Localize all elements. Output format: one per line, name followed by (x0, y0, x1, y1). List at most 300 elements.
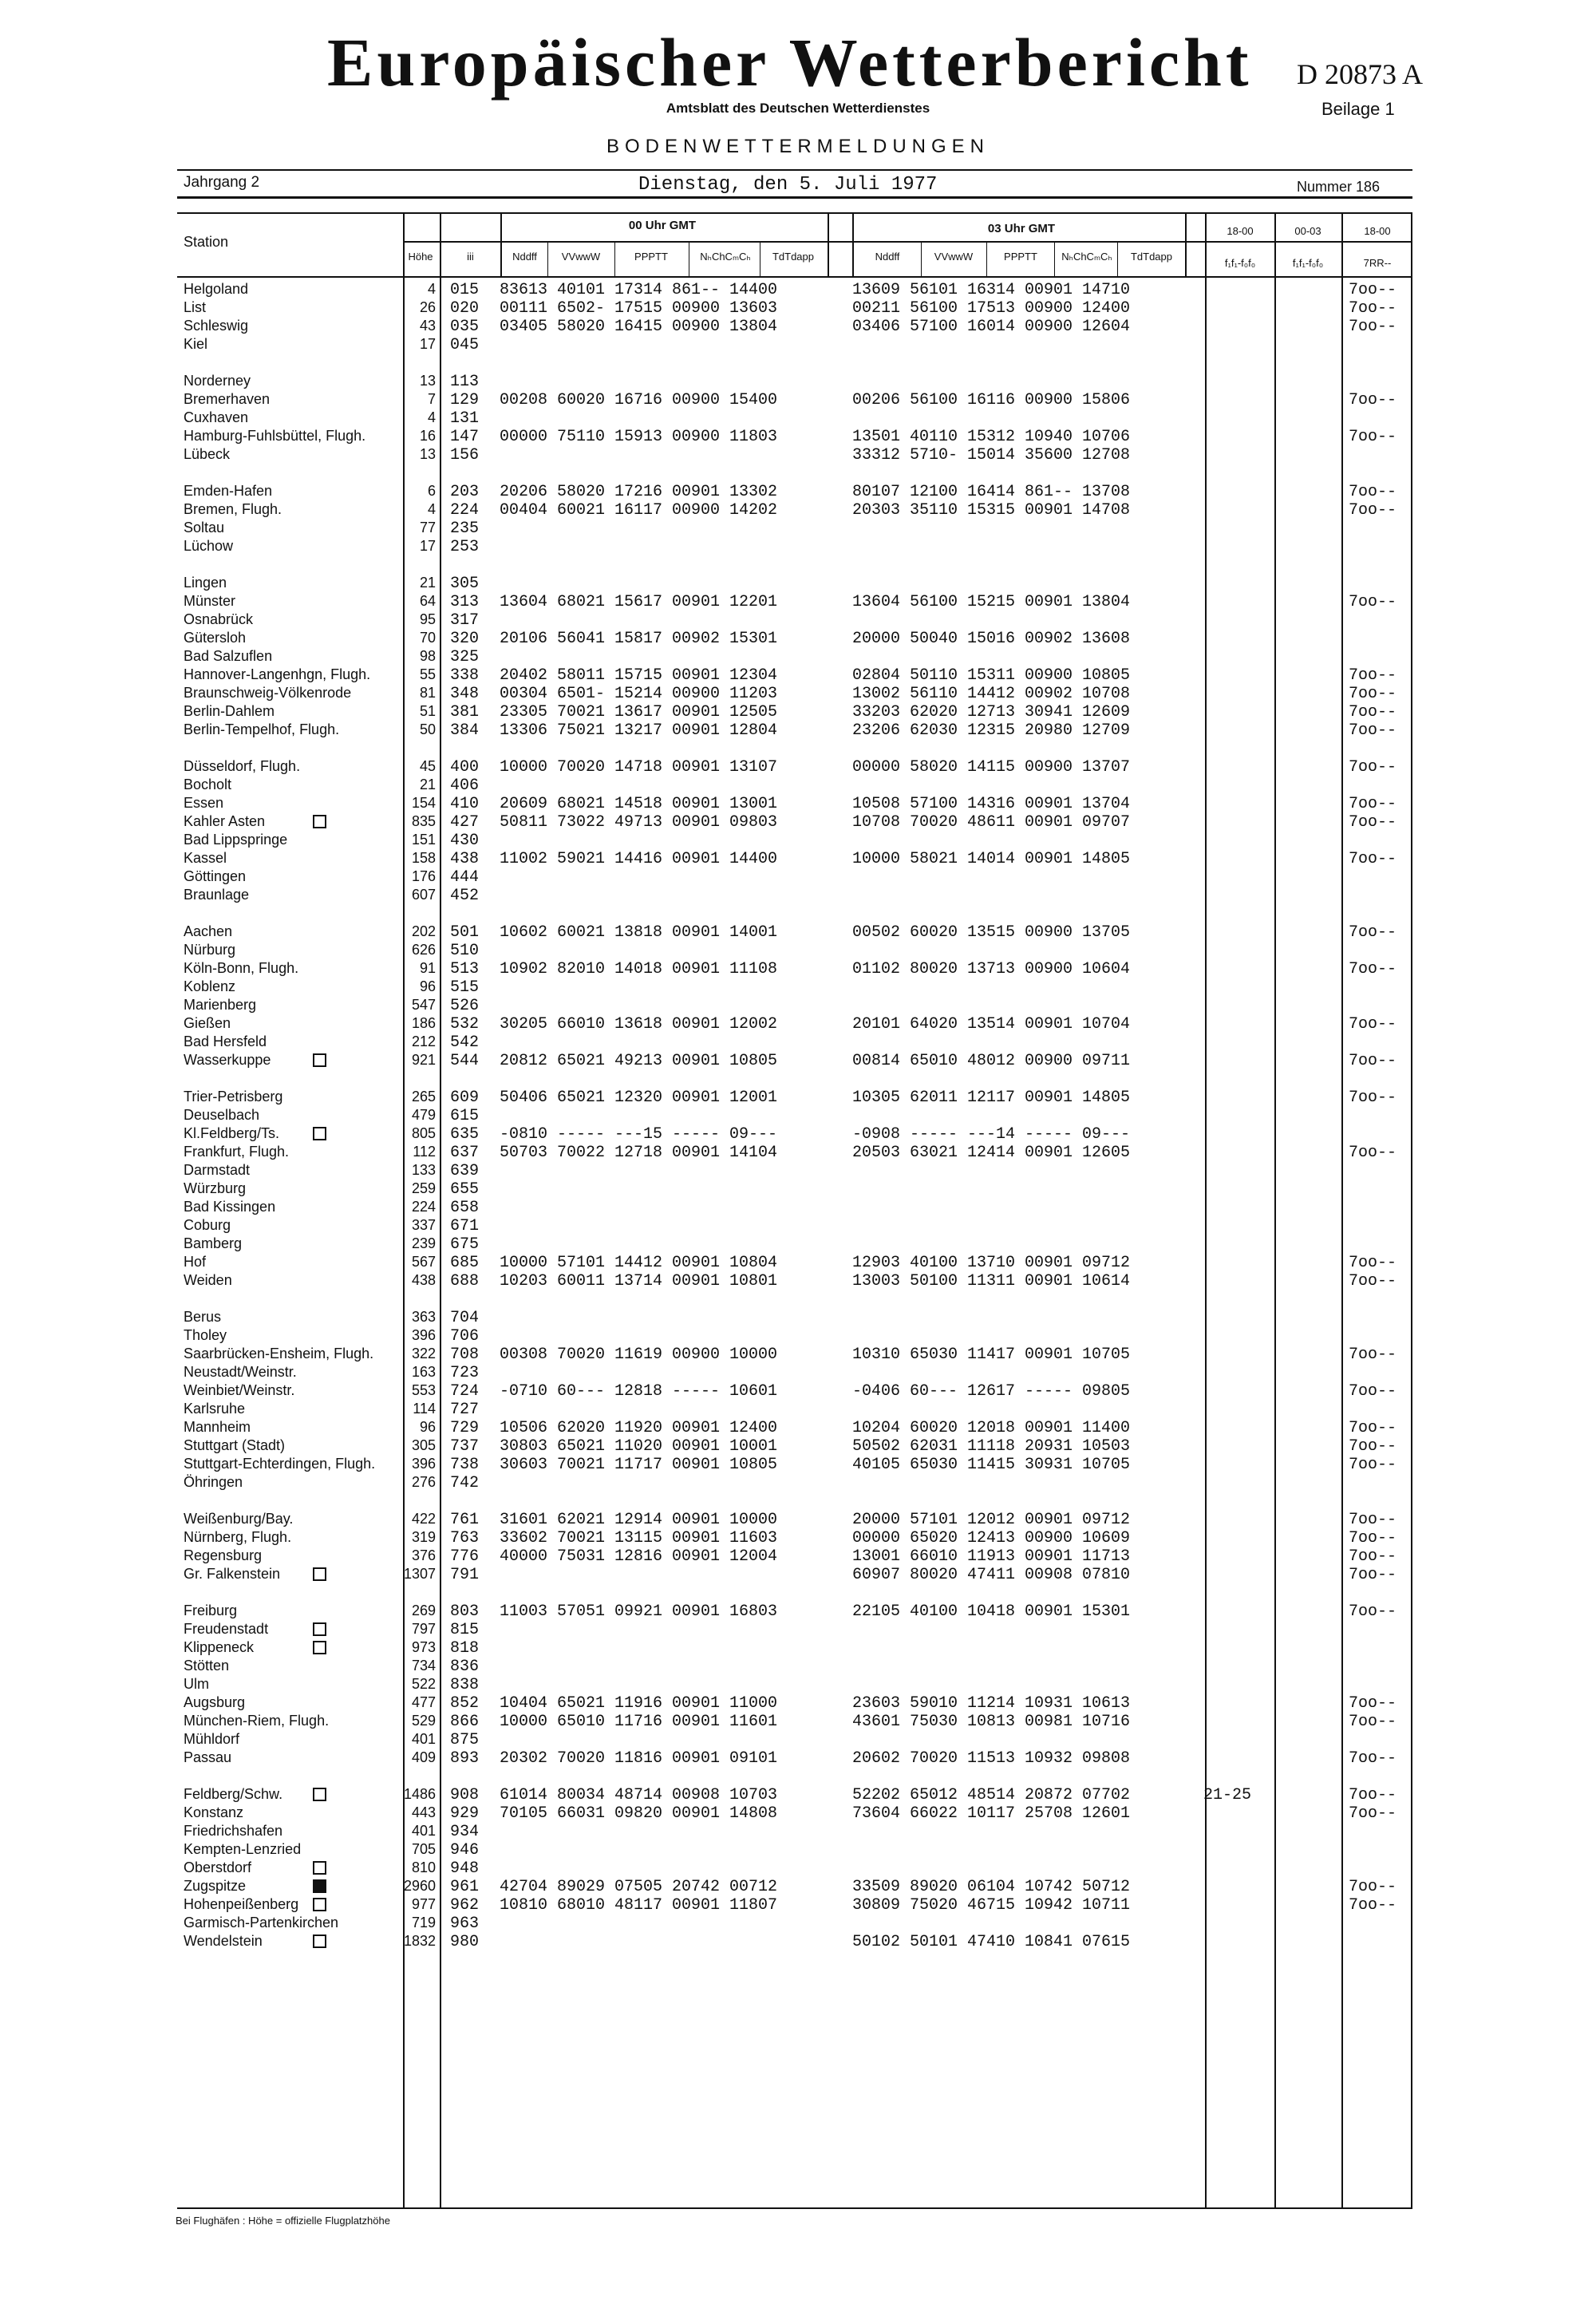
station-height: 547 (411, 997, 436, 1013)
obs-03-gmt: 10310 65030 11417 00901 10705 (852, 1346, 1131, 1364)
precip-group: 7oo-- (1349, 1603, 1397, 1621)
obs-00-gmt: 10404 65021 11916 00901 11000 (500, 1694, 778, 1713)
obs-00-gmt: 40000 75031 12816 00901 12004 (500, 1547, 778, 1566)
column-header-00-gmt: 00 Uhr GMT (628, 219, 697, 232)
obs-00-gmt: 20609 68021 14518 00901 13001 (500, 795, 778, 813)
table-row (0, 1547, 1596, 1566)
station-number: 513 (450, 960, 480, 978)
obs-03-gmt: 33509 89020 06104 10742 50712 (852, 1878, 1131, 1896)
station-name: Cuxhaven (184, 409, 249, 425)
station-name: Weinbiet/Weinstr. (184, 1382, 295, 1398)
station-number: 317 (450, 611, 480, 630)
table-row (0, 1144, 1596, 1162)
station-height: 553 (411, 1382, 436, 1398)
station-name: Göttingen (184, 868, 247, 884)
station-height: 21 (419, 575, 436, 591)
station-number: 729 (450, 1419, 480, 1437)
table-row (0, 1382, 1596, 1401)
station-height: 50 (419, 721, 436, 737)
station-name: Schleswig (184, 318, 249, 334)
obs-03-gmt: 30809 75020 46715 10942 10711 (852, 1896, 1131, 1915)
obs-03-gmt: 43601 75030 10813 00981 10716 (852, 1713, 1131, 1731)
station-number: 147 (450, 428, 480, 446)
station-height: 4 (427, 409, 436, 425)
precip-group: 7oo-- (1349, 391, 1397, 409)
station-number: 131 (450, 409, 480, 428)
column-header-iii: iii (467, 251, 474, 263)
station-name: Stuttgart (Stadt) (184, 1437, 286, 1453)
station-number: 035 (450, 318, 480, 336)
station-name: Trier-Petrisberg (184, 1089, 283, 1105)
station-number: 980 (450, 1933, 480, 1951)
station-number: 400 (450, 758, 480, 777)
station-height: 51 (419, 703, 436, 719)
table-row (0, 483, 1596, 501)
station-number: 738 (450, 1456, 480, 1474)
column-header-nhchcmch-00: NₕChCₘCₕ (700, 251, 751, 263)
obs-00-gmt: 31601 62021 12914 00901 10000 (500, 1511, 778, 1529)
station-height: 77 (419, 520, 436, 535)
station-height: 16 (419, 428, 436, 444)
table-row (0, 1419, 1596, 1437)
station-name: Karlsruhe (184, 1401, 246, 1417)
station-name: München-Riem, Flugh. (184, 1713, 330, 1729)
precip-group: 7oo-- (1349, 281, 1397, 299)
station-number: 129 (450, 391, 480, 409)
table-row (0, 520, 1596, 538)
station-number: 962 (450, 1896, 480, 1915)
station-name: Essen (184, 795, 224, 811)
station-name: Kahler Asten (184, 813, 266, 829)
station-height: 805 (411, 1125, 436, 1141)
table-row (0, 666, 1596, 685)
column-header-tdtdapp-03: TdTdapp (1130, 251, 1173, 263)
table-row (0, 1364, 1596, 1382)
table-row (0, 887, 1596, 905)
station-number: 325 (450, 648, 480, 666)
station-height: 21 (419, 777, 436, 792)
obs-00-gmt: 10000 65010 11716 00901 11601 (500, 1713, 778, 1731)
table-row (0, 1254, 1596, 1272)
station-height: 91 (419, 960, 436, 976)
station-name: Norderney (184, 373, 251, 389)
table-bottom-rule (177, 2207, 1412, 2209)
obs-03-gmt: 10508 57100 14316 00901 13704 (852, 795, 1131, 813)
document-id: D 20873 A (1297, 58, 1424, 90)
obs-03-gmt: 13604 56100 15215 00901 13804 (852, 593, 1131, 611)
station-height: 7 (427, 391, 436, 407)
station-number: 671 (450, 1217, 480, 1235)
obs-03-gmt: 00000 65020 12413 00900 10609 (852, 1529, 1131, 1547)
obs-00-gmt: 50811 73022 49713 00901 09803 (500, 813, 778, 832)
beilage-label: Beilage 1 (1321, 99, 1395, 119)
station-number: 045 (450, 336, 480, 354)
station-number: 113 (450, 373, 480, 391)
station-height: 2960 (403, 1878, 436, 1894)
table-row (0, 1566, 1596, 1584)
obs-00-gmt: 50406 65021 12320 00901 12001 (500, 1089, 778, 1107)
mountain-station-square-icon (313, 1788, 326, 1801)
obs-00-gmt: 00404 60021 16117 00900 14202 (500, 501, 778, 520)
station-height: 810 (411, 1859, 436, 1875)
mountain-station-square-icon (313, 815, 326, 828)
station-number: 156 (450, 446, 480, 464)
table-row (0, 1456, 1596, 1474)
table-row (0, 593, 1596, 611)
table-row (0, 1878, 1596, 1896)
station-name: Friedrichshafen (184, 1823, 283, 1839)
table-row (0, 923, 1596, 942)
station-number: 438 (450, 850, 480, 868)
station-name: Garmisch-Partenkirchen (184, 1915, 339, 1931)
obs-00-gmt: 42704 89029 07505 20742 00712 (500, 1878, 778, 1896)
station-name: Aachen (184, 923, 233, 939)
column-header-hoehe: Höhe (408, 251, 433, 263)
table-row (0, 1859, 1596, 1878)
obs-03-gmt: 12903 40100 13710 00901 09712 (852, 1254, 1131, 1272)
precip-group: 7oo-- (1349, 1089, 1397, 1107)
table-row (0, 428, 1596, 446)
station-name: Kassel (184, 850, 227, 866)
table-row (0, 1731, 1596, 1749)
obs-03-gmt: 13001 66010 11913 00901 11713 (852, 1547, 1131, 1566)
station-number: 908 (450, 1786, 480, 1804)
station-name: Nürnberg, Flugh. (184, 1529, 292, 1545)
obs-03-gmt: 02804 50110 15311 00900 10805 (852, 666, 1131, 685)
obs-00-gmt: 00000 75110 15913 00900 11803 (500, 428, 778, 446)
table-row (0, 281, 1596, 299)
table-row (0, 1327, 1596, 1346)
station-height: 133 (411, 1162, 436, 1178)
station-number: 866 (450, 1713, 480, 1731)
table-row (0, 703, 1596, 721)
station-number: 203 (450, 483, 480, 501)
station-height: 55 (419, 666, 436, 682)
station-number: 761 (450, 1511, 480, 1529)
obs-03-gmt: 33203 62020 12713 30941 12609 (852, 703, 1131, 721)
col-line-03-left (852, 212, 854, 276)
station-number: 776 (450, 1547, 480, 1566)
station-height: 70 (419, 630, 436, 646)
precip-group: 7oo-- (1349, 1896, 1397, 1915)
table-row (0, 1841, 1596, 1859)
table-row (0, 1015, 1596, 1033)
precip-group: 7oo-- (1349, 1254, 1397, 1272)
station-number: 313 (450, 593, 480, 611)
precip-group: 7oo-- (1349, 501, 1397, 520)
station-number: 427 (450, 813, 480, 832)
precip-group: 7oo-- (1349, 299, 1397, 318)
obs-03-gmt: 20503 63021 12414 00901 12605 (852, 1144, 1131, 1162)
station-number: 015 (450, 281, 480, 299)
station-number: 615 (450, 1107, 480, 1125)
mountain-station-square-icon (313, 1622, 326, 1636)
precip-group: 7oo-- (1349, 593, 1397, 611)
station-height: 96 (419, 1419, 436, 1435)
precip-group: 7oo-- (1349, 1346, 1397, 1364)
station-name: Hof (184, 1254, 207, 1270)
mountain-station-square-icon (313, 1934, 326, 1948)
station-height: 443 (411, 1804, 436, 1820)
obs-00-gmt: 10506 62020 11920 00901 12400 (500, 1419, 778, 1437)
table-row (0, 1621, 1596, 1639)
station-number: 338 (450, 666, 480, 685)
station-height: 4 (427, 501, 436, 517)
table-row (0, 1107, 1596, 1125)
station-height: 81 (419, 685, 436, 701)
table-row (0, 1309, 1596, 1327)
precip-group: 7oo-- (1349, 1749, 1397, 1768)
station-height: 921 (411, 1052, 436, 1068)
station-name: Bad Hersfeld (184, 1033, 267, 1049)
station-number: 655 (450, 1180, 480, 1199)
station-height: 212 (411, 1033, 436, 1049)
obs-03-gmt: 13609 56101 16314 00901 14710 (852, 281, 1131, 299)
station-number: 791 (450, 1566, 480, 1584)
station-name: Braunschweig-Völkenrode (184, 685, 352, 701)
obs-00-gmt: 10602 60021 13818 00901 14001 (500, 923, 778, 942)
station-height: 1486 (403, 1786, 436, 1802)
station-name: Münster (184, 593, 236, 609)
obs-03-gmt: 00206 56100 16116 00900 15806 (852, 391, 1131, 409)
station-number: 410 (450, 795, 480, 813)
station-height: 43 (419, 318, 436, 334)
obs-03-gmt: 73604 66022 10117 25708 12601 (852, 1804, 1131, 1823)
station-height: 396 (411, 1327, 436, 1343)
station-name: List (184, 299, 207, 315)
station-height: 973 (411, 1639, 436, 1655)
table-row (0, 1639, 1596, 1658)
group-line-00-2 (614, 241, 615, 276)
table-row (0, 1749, 1596, 1768)
station-number: 305 (450, 575, 480, 593)
table-row (0, 391, 1596, 409)
precip-group: 7oo-- (1349, 1804, 1397, 1823)
obs-03-gmt: 22105 40100 10418 00901 15301 (852, 1603, 1131, 1621)
group-line-03-4 (1117, 241, 1118, 276)
station-number: 532 (450, 1015, 480, 1033)
station-number: 526 (450, 997, 480, 1015)
obs-00-gmt: 20402 58011 15715 00901 12304 (500, 666, 778, 685)
station-name: Bad Kissingen (184, 1199, 276, 1215)
station-name: Gr. Falkenstein (184, 1566, 281, 1582)
obs-00-gmt: 10000 57101 14412 00901 10804 (500, 1254, 778, 1272)
station-name: Bocholt (184, 777, 232, 792)
obs-00-gmt: 10902 82010 14018 00901 11108 (500, 960, 778, 978)
table-row (0, 978, 1596, 997)
precip-group: 7oo-- (1349, 1144, 1397, 1162)
station-name: Wendelstein (184, 1933, 263, 1949)
table-row (0, 1437, 1596, 1456)
station-height: 567 (411, 1254, 436, 1270)
table-row (0, 1089, 1596, 1107)
obs-03-gmt: 20602 70020 11513 10932 09808 (852, 1749, 1131, 1768)
column-header-nhchcmch-03: NₕChCₘCₕ (1061, 251, 1112, 263)
table-row (0, 1474, 1596, 1492)
station-height: 719 (411, 1915, 436, 1931)
obs-03-gmt: -0908 ----- ---14 ----- 09--- (852, 1125, 1131, 1144)
column-header-station: Station (184, 234, 229, 250)
station-name: Koblenz (184, 978, 236, 994)
station-height: 835 (411, 813, 436, 829)
station-height: 13 (419, 373, 436, 389)
station-name: Bamberg (184, 1235, 243, 1251)
station-height: 163 (411, 1364, 436, 1380)
obs-00-gmt: -0810 ----- ---15 ----- 09--- (500, 1125, 778, 1144)
station-height: 114 (413, 1401, 436, 1417)
table-row (0, 832, 1596, 850)
obs-00-gmt: 00304 6501- 15214 00900 11203 (500, 685, 778, 703)
obs-03-gmt: 10000 58021 14014 00901 14805 (852, 850, 1131, 868)
station-number: 946 (450, 1841, 480, 1859)
station-number: 893 (450, 1749, 480, 1768)
col-line-03-right (1185, 212, 1187, 276)
obs-03-gmt: 03406 57100 16014 00900 12604 (852, 318, 1131, 336)
station-height: 186 (411, 1015, 436, 1031)
station-number: 727 (450, 1401, 480, 1419)
table-row (0, 1786, 1596, 1804)
station-name: Stuttgart-Echterdingen, Flugh. (184, 1456, 376, 1472)
column-header-tdtdapp-00: TdTdapp (772, 251, 815, 263)
col-line-00-right (828, 212, 829, 276)
column-header-nddff-00: Nddff (512, 251, 537, 263)
precip-group: 7oo-- (1349, 923, 1397, 942)
column-header-00-03: 00-03 (1294, 225, 1321, 237)
station-height: 96 (419, 978, 436, 994)
station-height: 176 (411, 868, 436, 884)
station-number: 381 (450, 703, 480, 721)
table-row (0, 1896, 1596, 1915)
station-name: Frankfurt, Flugh. (184, 1144, 290, 1160)
table-row (0, 1676, 1596, 1694)
obs-00-gmt: 10203 60011 13714 00901 10801 (500, 1272, 778, 1290)
station-number: 704 (450, 1309, 480, 1327)
table-row (0, 1346, 1596, 1364)
station-name: Gütersloh (184, 630, 247, 646)
station-number: 675 (450, 1235, 480, 1254)
precip-group: 7oo-- (1349, 1547, 1397, 1566)
station-height: 363 (411, 1309, 436, 1325)
obs-03-gmt: 23603 59010 11214 10931 10613 (852, 1694, 1131, 1713)
table-row (0, 721, 1596, 740)
station-height: 305 (411, 1437, 436, 1453)
station-name: Bad Salzuflen (184, 648, 273, 664)
station-name: Kl.Feldberg/Ts. (184, 1125, 280, 1141)
table-row (0, 685, 1596, 703)
station-number: 934 (450, 1823, 480, 1841)
station-height: 64 (419, 593, 436, 609)
obs-03-gmt: 00000 58020 14115 00900 13707 (852, 758, 1131, 777)
station-name: Weiden (184, 1272, 232, 1288)
station-number: 224 (450, 501, 480, 520)
obs-03-gmt: 20000 50040 15016 00902 13608 (852, 630, 1131, 648)
table-row (0, 1933, 1596, 1951)
station-number: 815 (450, 1621, 480, 1639)
station-name: Berlin-Dahlem (184, 703, 275, 719)
precip-group: 7oo-- (1349, 1272, 1397, 1290)
station-height: 17 (419, 538, 436, 554)
station-height: 17 (419, 336, 436, 352)
obs-03-gmt: 50102 50101 47410 10841 07615 (852, 1933, 1131, 1951)
station-height: 151 (411, 832, 436, 848)
mountain-station-square-icon (313, 1861, 326, 1875)
station-number: 836 (450, 1658, 480, 1676)
obs-00-gmt: 11003 57051 09921 00901 16803 (500, 1603, 778, 1621)
station-name: Zugspitze (184, 1878, 247, 1894)
column-header-rr: 7RR-- (1363, 257, 1392, 269)
table-row (0, 1180, 1596, 1199)
precip-group: 7oo-- (1349, 1786, 1397, 1804)
station-name: Braunlage (184, 887, 250, 903)
table-row (0, 538, 1596, 556)
station-name: Freiburg (184, 1603, 238, 1618)
precip-group: 7oo-- (1349, 1419, 1397, 1437)
obs-03-gmt: 10305 62011 12117 00901 14805 (852, 1089, 1131, 1107)
column-header-nddff-03: Nddff (875, 251, 900, 263)
header-rule-bottom (177, 196, 1412, 199)
obs-00-gmt: 11002 59021 14416 00901 14400 (500, 850, 778, 868)
obs-03-gmt: 60907 80020 47411 00908 07810 (852, 1566, 1131, 1584)
mountain-station-square-icon (313, 1567, 326, 1581)
station-number: 963 (450, 1915, 480, 1933)
station-name: Konstanz (184, 1804, 244, 1820)
station-number: 737 (450, 1437, 480, 1456)
table-row (0, 997, 1596, 1015)
obs-00-gmt: 13306 75021 13217 00901 12804 (500, 721, 778, 740)
obs-00-gmt: 10000 70020 14718 00901 13107 (500, 758, 778, 777)
precip-group: 7oo-- (1349, 1437, 1397, 1456)
precip-group: 7oo-- (1349, 1511, 1397, 1529)
station-number: 852 (450, 1694, 480, 1713)
table-row (0, 409, 1596, 428)
obs-03-gmt: 13003 50100 11311 00901 10614 (852, 1272, 1131, 1290)
station-name: Passau (184, 1749, 232, 1765)
station-name: Neustadt/Weinstr. (184, 1364, 297, 1380)
station-name: Gießen (184, 1015, 231, 1031)
table-row (0, 373, 1596, 391)
obs-00-gmt: 83613 40101 17314 861-- 14400 (500, 281, 778, 299)
obs-00-gmt: 13604 68021 15617 00901 12201 (500, 593, 778, 611)
station-height: 797 (411, 1621, 436, 1637)
station-height: 224 (411, 1199, 436, 1215)
station-height: 1832 (403, 1933, 436, 1949)
subtitle: Amtsblatt des Deutschen Wetterdienstes (666, 101, 930, 116)
station-number: 639 (450, 1162, 480, 1180)
obs-03-gmt: -0406 60--- 12617 ----- 09805 (852, 1382, 1131, 1401)
obs-00-gmt: 00111 6502- 17515 00900 13603 (500, 299, 778, 318)
station-name: Stötten (184, 1658, 230, 1674)
obs-03-gmt: 80107 12100 16414 861-- 13708 (852, 483, 1131, 501)
station-name: Nürburg (184, 942, 236, 958)
table-row (0, 777, 1596, 795)
precip-group: 7oo-- (1349, 795, 1397, 813)
obs-00-gmt: 20302 70020 11816 00901 09101 (500, 1749, 778, 1768)
station-number: 348 (450, 685, 480, 703)
precip-group: 7oo-- (1349, 1529, 1397, 1547)
table-row (0, 501, 1596, 520)
obs-00-gmt: 03405 58020 16415 00900 13804 (500, 318, 778, 336)
precip-group: 7oo-- (1349, 721, 1397, 740)
obs-00-gmt: 00208 60020 16716 00900 15400 (500, 391, 778, 409)
station-name: Mühldorf (184, 1731, 240, 1747)
table-row (0, 868, 1596, 887)
station-name: Klippeneck (184, 1639, 255, 1655)
station-name: Kempten-Lenzried (184, 1841, 302, 1857)
precip-group: 7oo-- (1349, 1015, 1397, 1033)
station-number: 688 (450, 1272, 480, 1290)
table-row (0, 1052, 1596, 1070)
station-name: Feldberg/Schw. (184, 1786, 283, 1802)
